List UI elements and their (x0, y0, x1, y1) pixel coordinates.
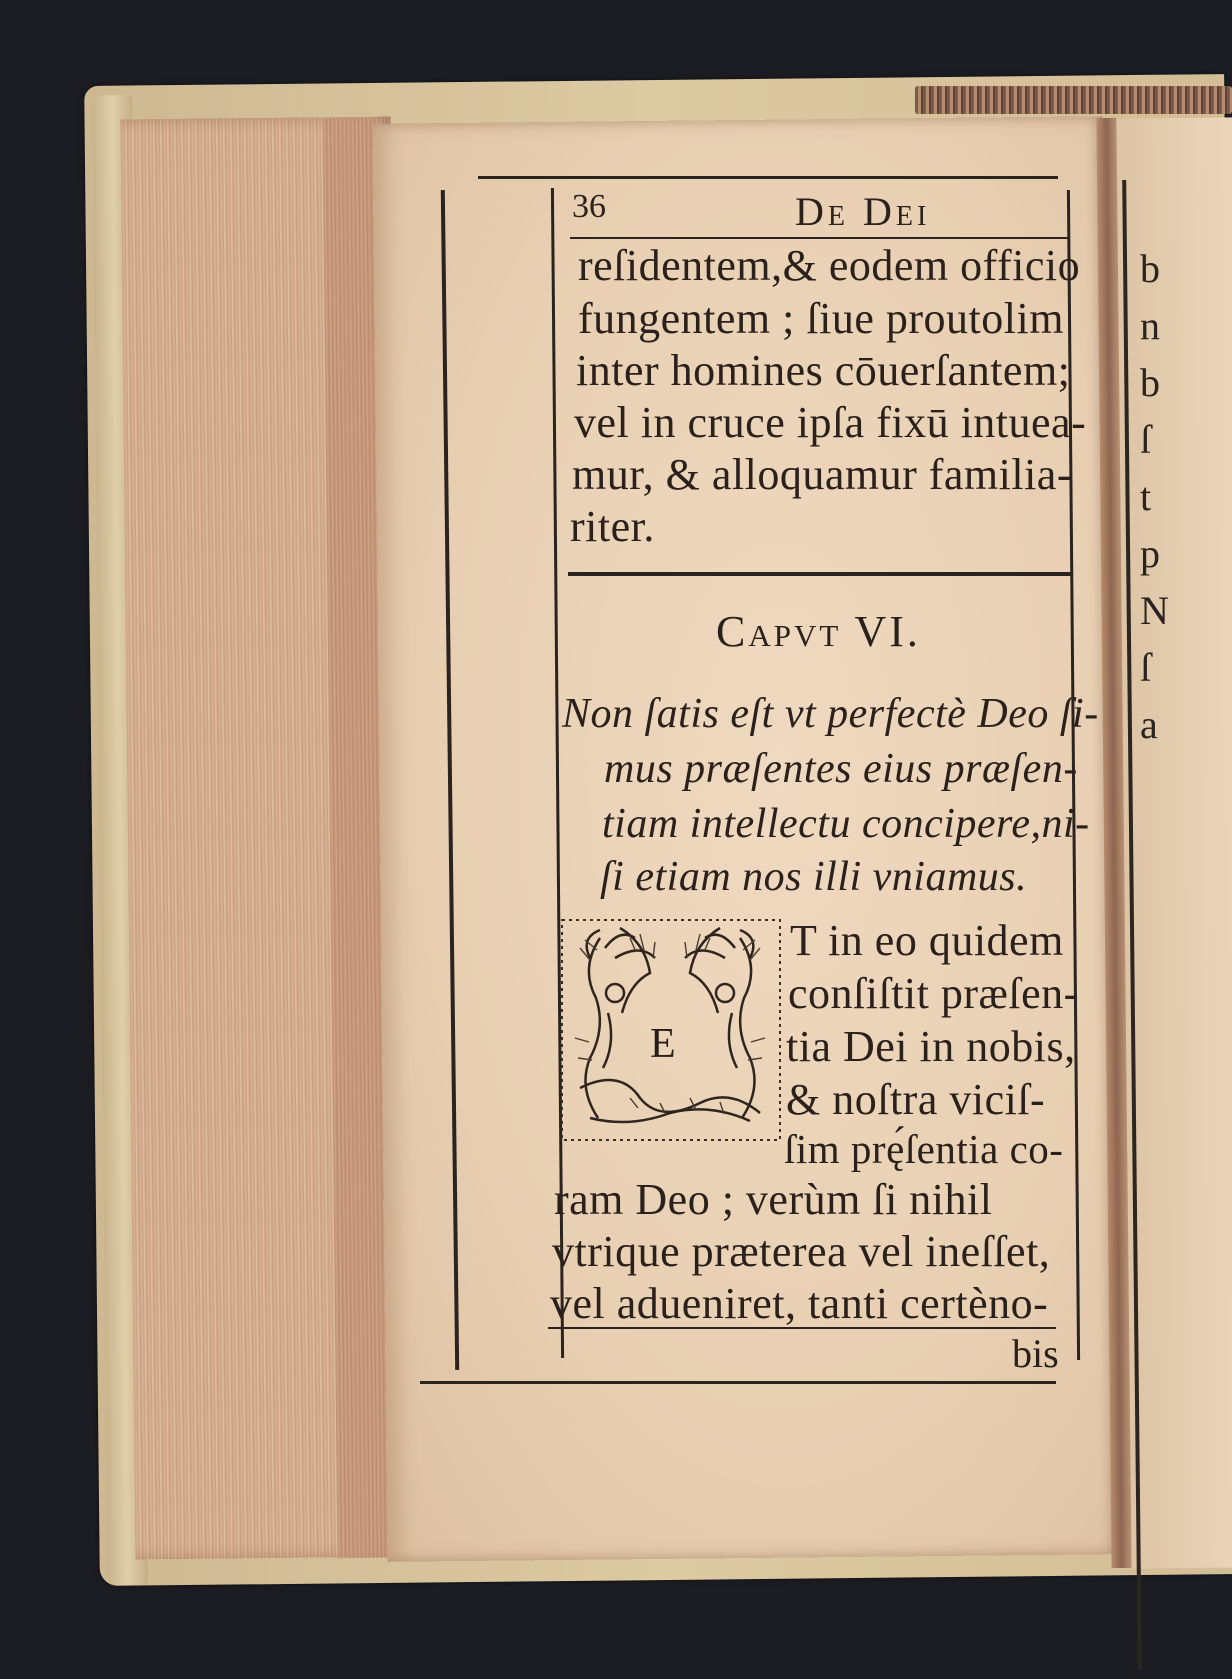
facing-letter: a (1140, 702, 1158, 747)
body-line: & noſtra viciſ- (786, 1075, 1046, 1124)
body-line: tia Dei in nobis, (786, 1022, 1076, 1071)
frame-bottom-rule (420, 1381, 1056, 1384)
facing-letter: N (1140, 588, 1169, 633)
facing-letter: ſ (1140, 645, 1152, 690)
chapter-rule (568, 572, 1072, 576)
body-line: vel adueniret, tanti certèno- (550, 1279, 1049, 1328)
facing-letter: n (1140, 303, 1160, 348)
body-line: vtrique præterea vel ineſſet, (552, 1227, 1051, 1276)
catchword: bis (1012, 1331, 1059, 1376)
body-line: conſiſtit præſen- (788, 969, 1079, 1018)
body-line: reſidentem,& eodem officio (578, 241, 1081, 290)
chapter-summary-line: tiam intellectu concipere,ni- (602, 801, 1090, 847)
body-line: ſim prę́ſentia co- (784, 1126, 1064, 1172)
facing-letter: t (1140, 474, 1152, 519)
facing-letter: b (1140, 246, 1160, 291)
facing-letter: p (1140, 531, 1160, 576)
facing-page-edge (915, 86, 1232, 114)
chapter-summary-line: mus præſentes eius præſen- (604, 746, 1078, 792)
body-line: fungentem ; ſiue proutolim (578, 294, 1064, 343)
facing-letter: ſ (1140, 417, 1152, 462)
facing-letter: b (1140, 360, 1160, 405)
chapter-summary-line: ſi etiam nos illi vniamus. (600, 854, 1028, 900)
body-line: mur, & alloquamur familia- (572, 450, 1072, 499)
chapter-title: Capvt VI. (716, 607, 921, 656)
chapter-summary-line: Non ſatis eſt vt perfectè Deo ſi- (562, 691, 1099, 737)
page-number: 36 (572, 188, 606, 225)
body-line: riter. (570, 502, 655, 551)
facing-page-text (1140, 240, 1180, 753)
header-rule (570, 237, 1070, 239)
body-line: vel in cruce ipſa fixū intuea- (574, 398, 1087, 447)
frame-top-rule (478, 176, 1058, 179)
initial-letter: E (650, 1021, 676, 1067)
body-line: ram Deo ; verùm ſi nihil (554, 1175, 993, 1224)
body-line: inter homines cōuerſantem; (576, 346, 1071, 395)
body-line: T in eo quidem (790, 916, 1064, 965)
running-title: De Dei (795, 189, 931, 234)
